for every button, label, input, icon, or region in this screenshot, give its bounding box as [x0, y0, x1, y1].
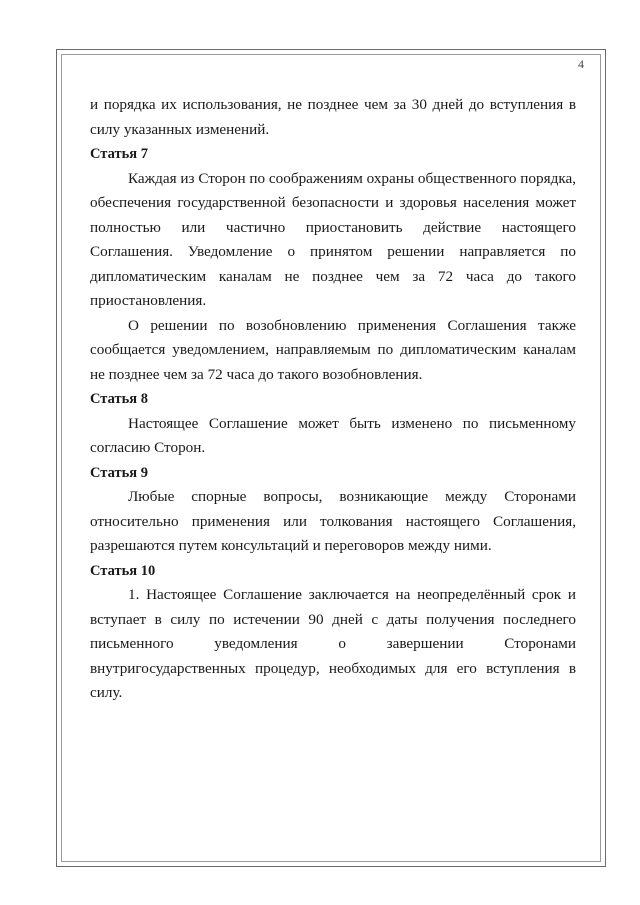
article-8-heading: Статья 8 [90, 391, 148, 407]
intro-paragraph: и порядка их использования, не позднее чем за 30 дней до вступления в силу указанных изменений. [90, 96, 576, 138]
article-10-paragraph-1: 1. Настоящее Соглашение заключается на неопределённый срок и вступает в силу по истечении 90 дней с даты получения последнего письменного уведомления о завершении Сторонами внутригосударственных процедур, необходимых для его вступления в силу. [90, 586, 576, 701]
article-9-heading: Статья 9 [90, 464, 148, 481]
article-7-paragraph-2: О решении по возобновлению применения Соглашения также сообщается уведомлением, направляемым по дипломатическим каналам не позднее чем за 72 часа до такого возобновления. [90, 316, 576, 383]
document-body [90, 93, 576, 706]
article-7-paragraph-1: Каждая из Сторон по соображениям охраны общественного порядка, обеспечения государственной безопасности и здоровья населения может полностью или частично приостановить действие настоящего Соглашения. Уведомление о принятом решении направляется по дипломатическим каналам не позднее чем за 72 часа до такого приостановления. [90, 169, 577, 309]
article-10-heading: Статья 10 [90, 562, 156, 579]
page-number: 4 [578, 57, 584, 71]
article-7-heading: Статья 7 [90, 146, 148, 162]
article-8-paragraph-1: Настоящее Соглашение может быть изменено по письменному согласию Сторон. [90, 414, 576, 456]
article-9-paragraph-1: Любые спорные вопросы, возникающие между Сторонами относительно применения или толкования настоящего Соглашения, разрешаются путем консультаций и переговоров между ними. [90, 488, 576, 554]
